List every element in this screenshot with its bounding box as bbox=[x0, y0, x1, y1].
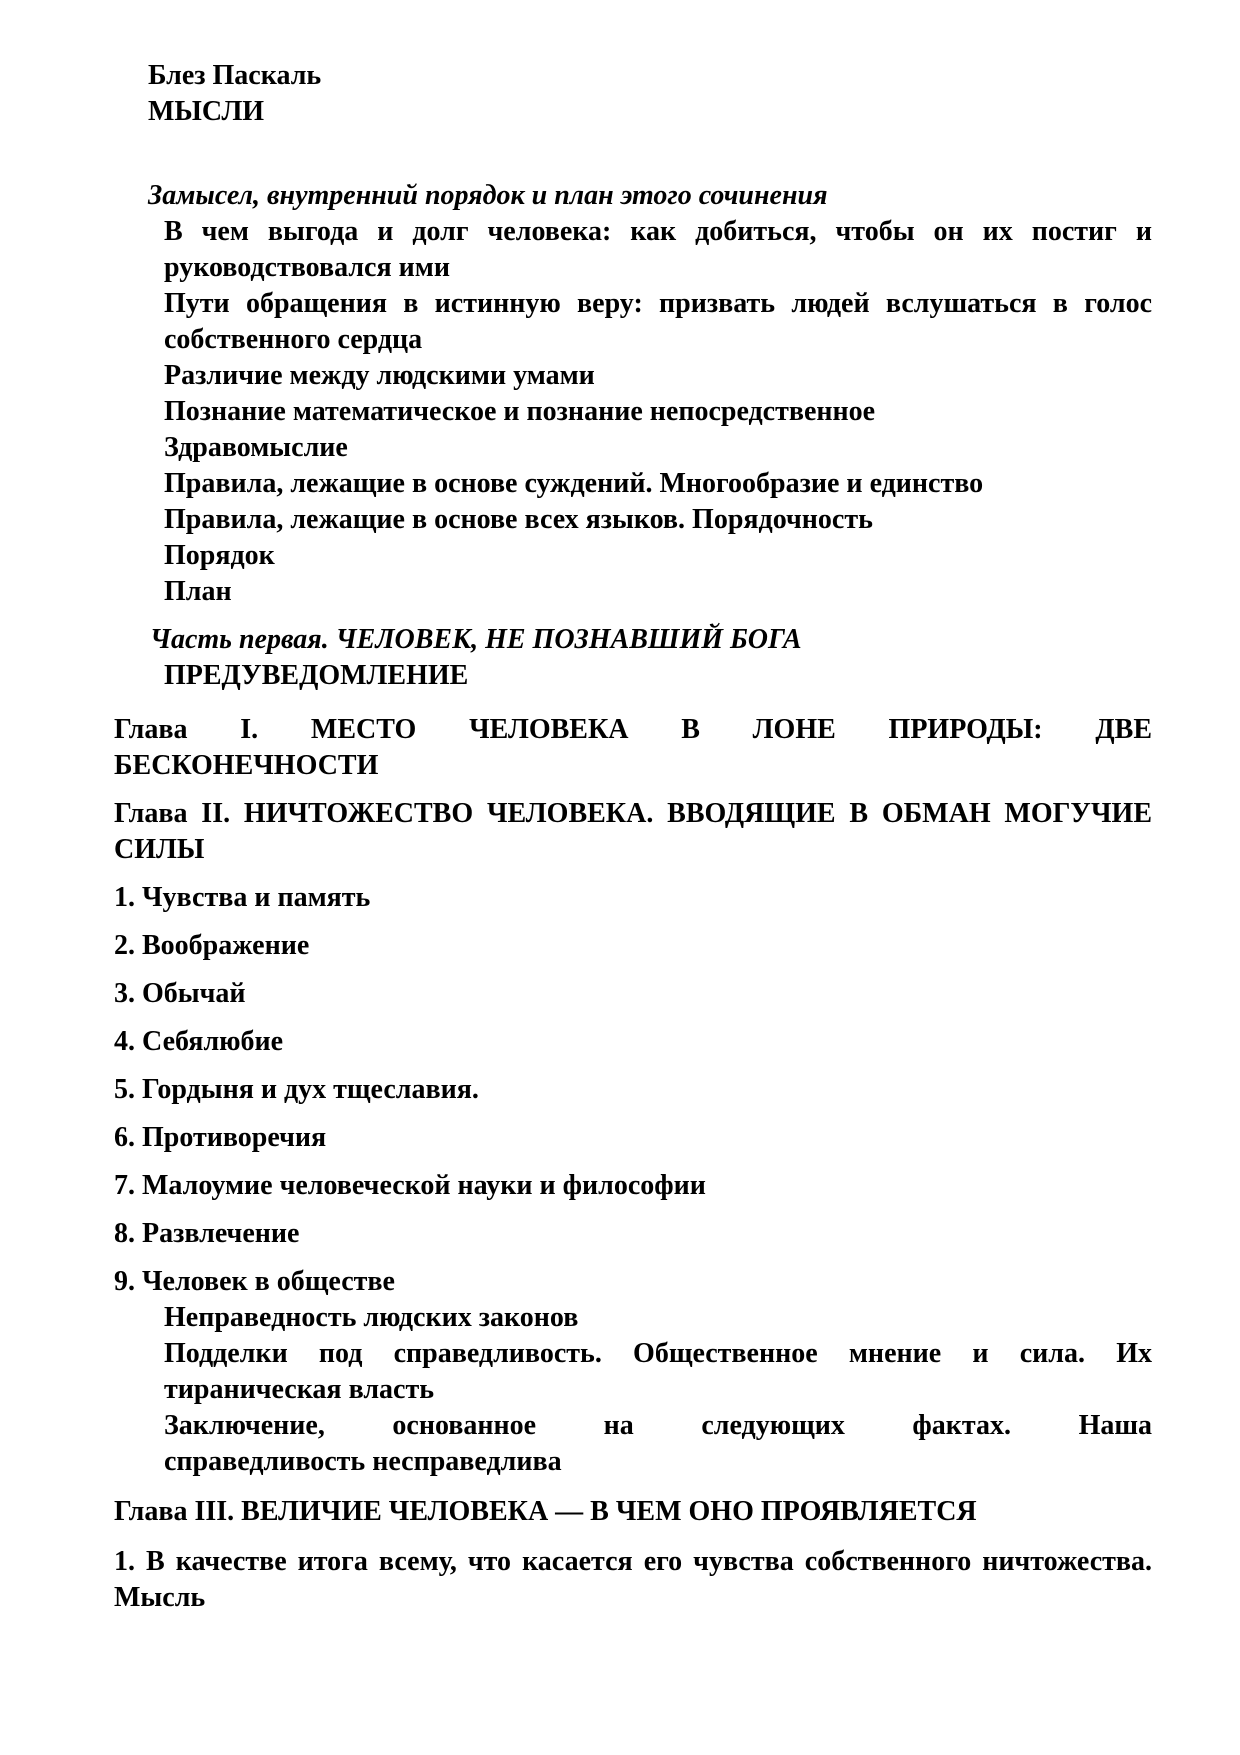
chapter2-item-7: 7. Малоумие человеческой науки и философии bbox=[114, 1170, 706, 1201]
intro-item-5: Здравомыслие bbox=[164, 432, 348, 463]
chapter3-title: Глава III. ВЕЛИЧИЕ ЧЕЛОВЕКА — В ЧЕМ ОНО ПРОЯВЛЯЕТСЯ bbox=[114, 1496, 977, 1527]
chapter2-item-8: 8. Развлечение bbox=[114, 1218, 300, 1249]
chapter2-item-6: 6. Противоречия bbox=[114, 1122, 327, 1153]
chapter2-item-3: 3. Обычай bbox=[114, 978, 246, 1009]
chapter2-item-4: 4. Себялюбие bbox=[114, 1026, 284, 1057]
chapter2-subitem-2: Подделки под справедливость. Общественное мнение и сила. Их тираническая власть bbox=[164, 1338, 1152, 1405]
intro-item-6: Правила, лежащие в основе суждений. Многообразие и единство bbox=[164, 468, 984, 499]
intro-item-7: Правила, лежащие в основе всех языков. Порядочность bbox=[164, 504, 873, 535]
intro-item-4: Познание математическое и познание непосредственное bbox=[164, 396, 876, 427]
chapter1-title-line2: БЕСКОНЕЧНОСТИ bbox=[114, 750, 379, 781]
part1-heading: Часть первая. ЧЕЛОВЕК, НЕ ПОЗНАВШИЙ БОГА bbox=[150, 624, 802, 655]
intro-item-8: Порядок bbox=[164, 540, 275, 571]
intro-heading: Замысел, внутренний порядок и план этого сочинения bbox=[148, 180, 828, 211]
author-name: Блез Паскаль bbox=[148, 60, 322, 91]
intro-item-9: План bbox=[164, 576, 232, 607]
chapter2-item-1: 1. Чувства и память bbox=[114, 882, 371, 913]
chapter1-title-line1: Глава I. МЕСТО ЧЕЛОВЕКА В ЛОНЕ ПРИРОДЫ: ДВЕ bbox=[114, 714, 1152, 745]
chapter2-conclusion-line2: справедливость несправедлива bbox=[164, 1446, 562, 1477]
chapter2-subitem-1: Неправедность людских законов bbox=[164, 1302, 579, 1333]
work-title: МЫСЛИ bbox=[148, 96, 265, 127]
chapter2-item-9: 9. Человек в обществе bbox=[114, 1266, 395, 1297]
intro-item-1: В чем выгода и долг человека: как добиться, чтобы он их постиг и руководствовался ими bbox=[164, 216, 1152, 283]
chapter2-item-5: 5. Гордыня и дух тщеславия. bbox=[114, 1074, 479, 1105]
chapter2-item-2: 2. Воображение bbox=[114, 930, 310, 961]
chapter2-conclusion-line1: Заключение, основанное на следующих фактах. Наша bbox=[164, 1410, 1152, 1441]
chapter2-title: Глава II. НИЧТОЖЕСТВО ЧЕЛОВЕКА. ВВОДЯЩИЕ В ОБМАН МОГУЧИЕ СИЛЫ bbox=[114, 798, 1152, 865]
intro-item-2: Пути обращения в истинную веру: призвать людей вслушаться в голос собственного сердца bbox=[164, 288, 1152, 355]
intro-item-3: Различие между людскими умами bbox=[164, 360, 595, 391]
part1-preface: ПРЕДУВЕДОМЛЕНИЕ bbox=[164, 660, 469, 691]
chapter3-item-1: 1. В качестве итога всему, что касается его чувства собственного ничтожества. Мысль bbox=[114, 1546, 1152, 1613]
